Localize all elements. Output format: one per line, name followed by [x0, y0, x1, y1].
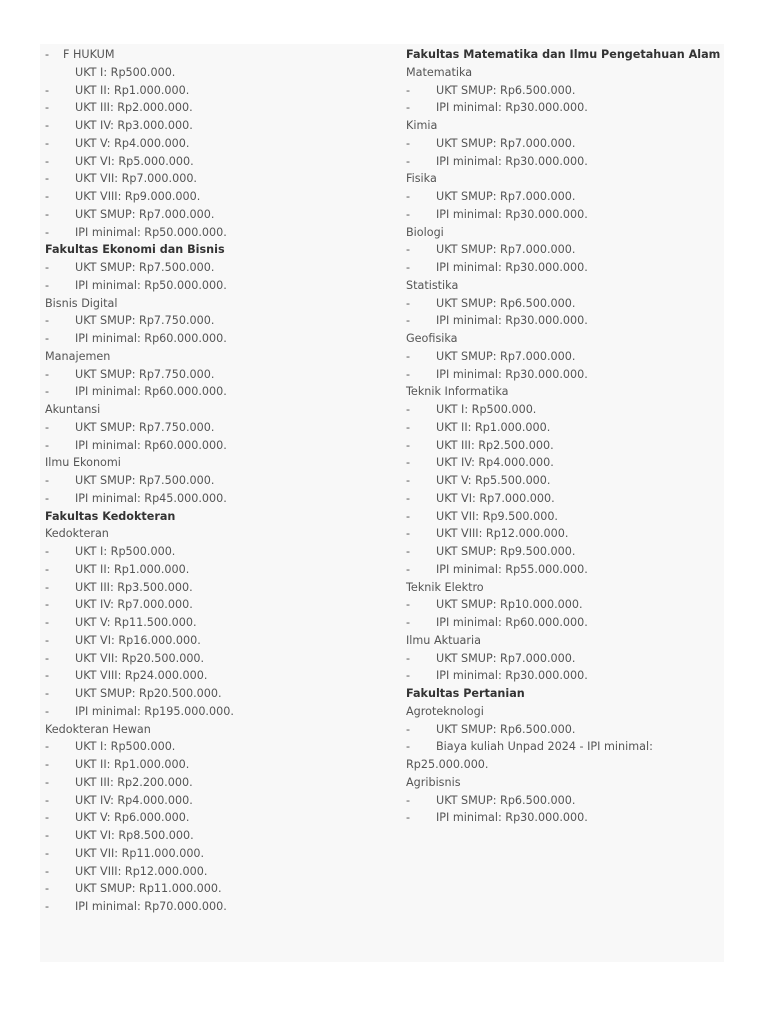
- fee-item: [45, 224, 385, 242]
- fee-text: UKT VII: Rp20.500.000.: [75, 651, 205, 665]
- fee-text: UKT VI: Rp5.000.000.: [75, 154, 194, 168]
- fee-text: Biaya kuliah Unpad 2024 - IPI minimal:: [436, 740, 653, 754]
- bullet-dash: -: [406, 314, 411, 328]
- fee-item: [45, 490, 385, 508]
- bullet-dash: -: [406, 261, 411, 274]
- bullet-dash: -: [45, 651, 50, 665]
- fee-item: [45, 845, 385, 863]
- bullet-dash: -: [45, 687, 50, 700]
- faculty-heading: Fakultas Matematika dan Ilmu Pengetahuan Alam: [406, 48, 721, 61]
- bullet-dash: -: [45, 83, 50, 97]
- fee-item: [406, 312, 736, 330]
- fee-text: UKT SMUP: Rp6.500.000.: [436, 83, 576, 97]
- faculty-heading: Fakultas Kedokteran: [45, 509, 176, 523]
- fee-item: [406, 614, 736, 632]
- program-name: Akuntansi: [45, 403, 101, 416]
- bullet-dash: -: [45, 119, 50, 132]
- bullet-dash: -: [406, 296, 411, 310]
- bullet-dash: -: [406, 403, 411, 416]
- program-name: Bisnis Digital: [45, 296, 118, 310]
- program-name: Kimia: [406, 119, 438, 132]
- bullet-dash: -: [45, 101, 50, 115]
- bullet-dash: -: [406, 491, 411, 505]
- fee-text: UKT III: Rp2.200.000.: [75, 775, 193, 789]
- fee-text: IPI minimal: Rp45.000.000.: [75, 491, 227, 505]
- fee-text: UKT II: Rp1.000.000.: [75, 758, 190, 771]
- fee-text: IPI minimal: Rp60.000.000.: [75, 438, 227, 452]
- bullet-dash: -: [45, 704, 50, 718]
- program-name: Agribisnis: [406, 775, 461, 789]
- fee-text: IPI minimal: Rp60.000.000.: [436, 616, 588, 629]
- bullet-dash: -: [406, 136, 411, 150]
- fee-text: UKT SMUP: Rp7.750.000.: [75, 314, 215, 328]
- bullet-dash: -: [45, 474, 50, 487]
- fee-text: UKT IV: Rp3.000.000.: [75, 119, 193, 132]
- fee-item: [406, 348, 736, 366]
- bullet-dash: -: [406, 669, 411, 683]
- fee-text: IPI minimal: Rp50.000.000.: [75, 225, 227, 239]
- bullet-dash: -: [45, 207, 50, 221]
- program-name: Kedokteran Hewan: [45, 722, 151, 736]
- fee-text: UKT V: Rp6.000.000.: [75, 811, 190, 825]
- fee-text: UKT SMUP: Rp7.000.000.: [436, 651, 576, 665]
- fee-item: [45, 774, 385, 792]
- fee-text: UKT SMUP: Rp11.000.000.: [75, 882, 222, 896]
- bullet-dash: -: [45, 793, 50, 807]
- bullet-dash: -: [45, 669, 50, 683]
- faculty-heading: Fakultas Pertanian: [406, 687, 525, 700]
- fee-text: UKT SMUP: Rp7.000.000.: [436, 243, 576, 257]
- bullet-dash: -: [45, 420, 50, 434]
- fee-text: UKT SMUP: Rp9.500.000.: [436, 545, 576, 558]
- bullet-dash: -: [45, 491, 50, 505]
- fee-text: UKT VIII: Rp24.000.000.: [75, 669, 208, 683]
- fee-item: [45, 153, 385, 171]
- program-name: Kedokteran: [45, 527, 109, 541]
- bullet-dash: -: [406, 527, 411, 541]
- fee-text: UKT VII: Rp11.000.000.: [75, 846, 205, 860]
- fee-text: UKT VI: Rp8.500.000.: [75, 829, 194, 842]
- faculty-heading: Fakultas Ekonomi dan Bisnis: [45, 243, 225, 257]
- bullet-dash: -: [45, 882, 50, 896]
- bullet-dash: -: [45, 190, 50, 203]
- program-name: Ilmu Aktuaria: [406, 633, 481, 647]
- fee-text: IPI minimal: Rp195.000.000.: [75, 704, 234, 718]
- fee-text: UKT SMUP: Rp7.000.000.: [75, 207, 215, 221]
- fee-item: [45, 756, 385, 774]
- fee-item: [45, 135, 385, 153]
- program-name: Manajemen: [45, 349, 111, 363]
- bullet-dash: -: [45, 154, 50, 168]
- fee-text: UKT SMUP: Rp6.500.000.: [436, 296, 576, 310]
- fee-text: UKT I: Rp500.000.: [436, 403, 537, 416]
- fee-text: UKT II: Rp1.000.000.: [75, 562, 190, 576]
- fee-item: [45, 543, 385, 561]
- fee-item: [45, 312, 385, 330]
- fee-item: [406, 206, 736, 224]
- fee-item: [406, 153, 736, 171]
- fee-item: [45, 667, 385, 685]
- fee-item: [406, 721, 736, 739]
- program-name: Ilmu Ekonomi: [45, 456, 121, 470]
- fee-text-continued: Rp25.000.000.: [406, 758, 489, 771]
- fee-item: [406, 295, 736, 313]
- fee-item: [406, 99, 736, 117]
- fee-item: [406, 241, 736, 259]
- fee-text: UKT SMUP: Rp7.750.000.: [75, 367, 215, 381]
- fee-text: IPI minimal: Rp50.000.000.: [75, 278, 227, 292]
- fee-item: [406, 667, 736, 685]
- fee-item: [45, 898, 385, 916]
- fee-item: [406, 472, 736, 490]
- bullet-dash: -: [45, 172, 50, 186]
- fee-item: [406, 508, 736, 526]
- fee-text: UKT SMUP: Rp7.000.000.: [436, 190, 576, 203]
- fee-item: [45, 827, 385, 845]
- bullet-dash: -: [406, 207, 411, 221]
- fee-item: [406, 401, 736, 419]
- fee-item: [406, 259, 736, 277]
- bullet-dash: -: [406, 367, 411, 381]
- fee-text: UKT V: Rp11.500.000.: [75, 616, 197, 629]
- fee-item: [45, 650, 385, 668]
- fee-item: [406, 561, 736, 579]
- fee-item: [406, 135, 736, 153]
- fee-item: [45, 82, 385, 100]
- bullet-dash: -: [45, 438, 50, 452]
- fee-text: F HUKUM: [63, 48, 115, 61]
- program-name: Agroteknologi: [406, 704, 484, 718]
- bullet-dash: -: [45, 775, 50, 789]
- program-name: Matematika: [406, 65, 473, 79]
- fee-text: UKT VI: Rp7.000.000.: [436, 491, 555, 505]
- bullet-dash: -: [406, 101, 411, 115]
- bullet-dash: -: [406, 190, 411, 203]
- bullet-dash: -: [406, 545, 411, 558]
- program-name: Fisika: [406, 172, 437, 186]
- fee-item: [406, 738, 736, 774]
- fee-text: UKT V: Rp4.000.000.: [75, 136, 190, 150]
- bullet-dash: -: [45, 864, 50, 878]
- bullet-dash: -: [45, 562, 50, 576]
- fee-item: [45, 188, 385, 206]
- program-name: Biologi: [406, 225, 444, 239]
- right-column: [406, 46, 736, 827]
- fee-text: IPI minimal: Rp30.000.000.: [436, 314, 588, 328]
- fee-text: UKT IV: Rp4.000.000.: [75, 793, 193, 807]
- fee-item: [45, 792, 385, 810]
- fee-text: UKT VII: Rp7.000.000.: [75, 172, 197, 186]
- bullet-dash: -: [45, 758, 50, 771]
- bullet-dash: -: [406, 811, 411, 825]
- fee-item: [45, 738, 385, 756]
- program-name: Statistika: [406, 278, 459, 292]
- bullet-dash: -: [406, 456, 411, 470]
- fee-item: [45, 330, 385, 348]
- bullet-dash: -: [406, 740, 411, 754]
- fee-item: [45, 437, 385, 455]
- fee-item: [45, 46, 385, 64]
- fee-text: UKT VIII: Rp9.000.000.: [75, 190, 201, 203]
- fee-text: IPI minimal: Rp60.000.000.: [75, 332, 227, 345]
- fee-item: [45, 614, 385, 632]
- fee-text: UKT IV: Rp7.000.000.: [75, 598, 193, 612]
- bullet-dash: -: [406, 509, 411, 523]
- bullet-dash: -: [406, 243, 411, 257]
- fee-item: [406, 809, 736, 827]
- bullet-dash: -: [45, 811, 50, 825]
- fee-item: [45, 561, 385, 579]
- fee-text: UKT SMUP: Rp7.750.000.: [75, 420, 215, 434]
- fee-item: [45, 632, 385, 650]
- bullet-dash: -: [45, 598, 50, 612]
- fee-item: [406, 366, 736, 384]
- fee-text: IPI minimal: Rp70.000.000.: [75, 900, 227, 913]
- fee-text: UKT SMUP: Rp7.000.000.: [436, 136, 576, 150]
- fee-text: UKT V: Rp5.500.000.: [436, 474, 551, 487]
- fee-item: [45, 809, 385, 827]
- bullet-dash: -: [406, 154, 411, 168]
- bullet-dash: -: [45, 332, 50, 345]
- bullet-dash: -: [45, 367, 50, 381]
- fee-item: [45, 419, 385, 437]
- bullet-dash: -: [45, 136, 50, 150]
- bullet-dash: -: [45, 829, 50, 842]
- fee-text: UKT VII: Rp9.500.000.: [436, 509, 558, 523]
- fee-item: [406, 490, 736, 508]
- bullet-dash: -: [406, 598, 411, 612]
- fee-text: IPI minimal: Rp30.000.000.: [436, 101, 588, 115]
- fee-item: [45, 703, 385, 721]
- fee-item: [45, 685, 385, 703]
- fee-item: [406, 188, 736, 206]
- fee-item: [406, 596, 736, 614]
- fee-item: [45, 596, 385, 614]
- fee-item: [406, 454, 736, 472]
- fee-item: [406, 543, 736, 561]
- bullet-dash: -: [406, 420, 411, 434]
- bullet-dash: -: [45, 48, 50, 61]
- bullet-dash: -: [45, 225, 50, 239]
- fee-text: UKT II: Rp1.000.000.: [436, 420, 551, 434]
- bullet-dash: -: [45, 545, 50, 558]
- fee-text: UKT SMUP: Rp7.000.000.: [436, 349, 576, 363]
- fee-item: [406, 792, 736, 810]
- fee-text: UKT VIII: Rp12.000.000.: [436, 527, 569, 541]
- bullet-dash: -: [45, 633, 50, 647]
- fee-text: UKT II: Rp1.000.000.: [75, 83, 190, 97]
- bullet-dash: -: [406, 722, 411, 736]
- fee-item: [45, 259, 385, 277]
- fee-item: [45, 117, 385, 135]
- fee-text: IPI minimal: Rp55.000.000.: [436, 562, 588, 576]
- fee-text: IPI minimal: Rp30.000.000.: [436, 811, 588, 825]
- fee-text: IPI minimal: Rp60.000.000.: [75, 385, 227, 399]
- fee-item: [406, 82, 736, 100]
- fee-text: IPI minimal: Rp30.000.000.: [436, 154, 588, 168]
- bullet-dash: -: [45, 740, 50, 754]
- bullet-dash: -: [45, 900, 50, 913]
- fee-item: [45, 99, 385, 117]
- bullet-dash: -: [45, 580, 50, 594]
- fee-text: UKT VIII: Rp12.000.000.: [75, 864, 208, 878]
- fee-item: [406, 419, 736, 437]
- fee-item: [45, 863, 385, 881]
- fee-item: [45, 170, 385, 188]
- fee-text: UKT SMUP: Rp10.000.000.: [436, 598, 583, 612]
- bullet-dash: -: [45, 385, 50, 399]
- fee-text: UKT SMUP: Rp20.500.000.: [75, 687, 222, 700]
- fee-item: [45, 472, 385, 490]
- bullet-dash: -: [406, 562, 411, 576]
- fee-item: [45, 579, 385, 597]
- fee-item: [406, 650, 736, 668]
- fee-text: UKT SMUP: Rp7.500.000.: [75, 261, 215, 274]
- bullet-dash: -: [45, 616, 50, 629]
- fee-item: [406, 437, 736, 455]
- fee-item: [45, 277, 385, 295]
- fee-item: [406, 525, 736, 543]
- fee-item: [45, 206, 385, 224]
- bullet-dash: -: [406, 651, 411, 665]
- fee-text: UKT I: Rp500.000.: [75, 545, 176, 558]
- program-name: Geofisika: [406, 332, 458, 345]
- program-name: Teknik Informatika: [406, 385, 509, 399]
- fee-text: UKT I: Rp500.000.: [75, 740, 176, 754]
- fee-item: [45, 366, 385, 384]
- fee-item: UKT I: Rp500.000.: [75, 65, 176, 79]
- fee-text: UKT III: Rp2.500.000.: [436, 438, 554, 452]
- fee-text: UKT IV: Rp4.000.000.: [436, 456, 554, 470]
- bullet-dash: -: [406, 793, 411, 807]
- fee-item: [45, 383, 385, 401]
- fee-text: UKT SMUP: Rp6.500.000.: [436, 722, 576, 736]
- bullet-dash: -: [406, 438, 411, 452]
- fee-text: IPI minimal: Rp30.000.000.: [436, 669, 588, 683]
- fee-text: IPI minimal: Rp30.000.000.: [436, 261, 588, 274]
- fee-item: [45, 880, 385, 898]
- bullet-dash: -: [45, 846, 50, 860]
- bullet-dash: -: [406, 83, 411, 97]
- fee-text: UKT III: Rp2.000.000.: [75, 101, 193, 115]
- bullet-dash: -: [406, 349, 411, 363]
- program-name: Teknik Elektro: [406, 580, 484, 594]
- left-column: [45, 46, 385, 916]
- bullet-dash: -: [406, 616, 411, 629]
- bullet-dash: -: [45, 278, 50, 292]
- bullet-dash: -: [45, 261, 50, 274]
- bullet-dash: -: [45, 314, 50, 328]
- fee-text: IPI minimal: Rp30.000.000.: [436, 207, 588, 221]
- fee-text: UKT III: Rp3.500.000.: [75, 580, 193, 594]
- fee-text: IPI minimal: Rp30.000.000.: [436, 367, 588, 381]
- fee-text: UKT SMUP: Rp7.500.000.: [75, 474, 215, 487]
- fee-text: UKT VI: Rp16.000.000.: [75, 633, 201, 647]
- fee-text: UKT SMUP: Rp6.500.000.: [436, 793, 576, 807]
- bullet-dash: -: [406, 474, 411, 487]
